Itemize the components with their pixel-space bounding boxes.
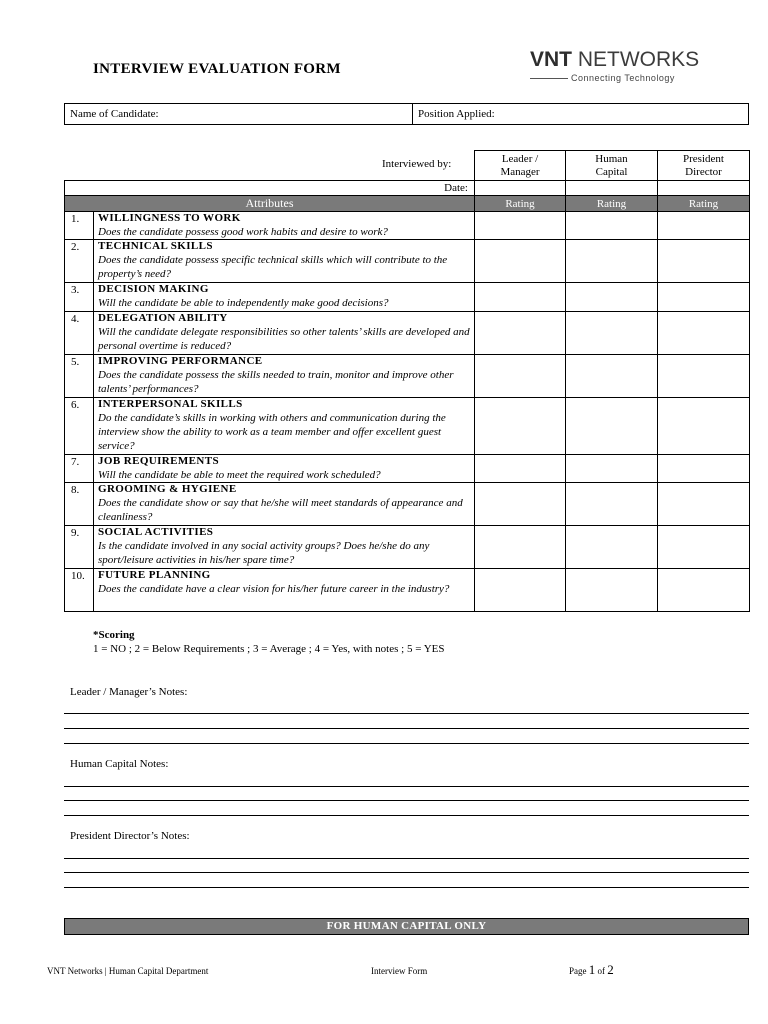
attribute-row (65, 455, 750, 483)
attribute-row (65, 355, 750, 398)
rating-cell-hc[interactable] (566, 240, 658, 283)
date-cell-president[interactable] (658, 181, 750, 196)
attribute-number: 5. (65, 355, 94, 398)
logo-wordmark: VNT NETWORKS (530, 48, 700, 71)
hc-notes-line[interactable] (64, 786, 749, 787)
president-notes-label: President Director’s Notes: (70, 830, 190, 842)
attribute-question: Does the candidate possess good work habits and desire to work? (98, 226, 388, 238)
interviewer-leader-manager: Leader / Manager (475, 151, 566, 181)
rating-cell-hc[interactable] (566, 312, 658, 355)
evaluation-table (64, 150, 750, 612)
footer-form-name: Interview Form (371, 966, 428, 976)
leader-notes-label: Leader / Manager’s Notes: (70, 686, 188, 698)
attribute-cell (94, 355, 475, 398)
attribute-row (65, 483, 750, 526)
leader-notes-line[interactable] (64, 743, 749, 744)
attribute-question: Does the candidate possess the skills needed to train, monitor and improve other talents’ performances? (98, 369, 454, 395)
attribute-row (65, 240, 750, 283)
interviewer-president-director: President Director (658, 151, 750, 181)
scoring-legend (93, 628, 445, 656)
rating-cell-hc[interactable] (566, 483, 658, 526)
scoring-scale: 1 = NO ; 2 = Below Requirements ; 3 = Average ; 4 = Yes, with notes ; 5 = YES (93, 643, 445, 655)
attribute-cell (94, 526, 475, 569)
human-capital-only-banner: FOR HUMAN CAPITAL ONLY (64, 918, 749, 935)
attribute-question: Will the candidate be able to meet the required work scheduled? (98, 469, 381, 481)
attribute-title: TECHNICAL SKILLS (98, 240, 213, 252)
rating-cell-president[interactable] (658, 212, 750, 240)
attribute-cell (94, 569, 475, 612)
hc-notes-line[interactable] (64, 800, 749, 801)
rating-cell-president[interactable] (658, 312, 750, 355)
interviewed-by-label: Interviewed by: (382, 158, 452, 170)
attribute-cell (94, 212, 475, 240)
attribute-number: 6. (65, 398, 94, 455)
attribute-title: JOB REQUIREMENTS (98, 455, 220, 467)
attribute-title: INTERPERSONAL SKILLS (98, 398, 243, 410)
rating-cell-leader[interactable] (475, 569, 566, 612)
attribute-title: WILLINGNESS TO WORK (98, 212, 241, 224)
attribute-number: 2. (65, 240, 94, 283)
logo-divider (530, 78, 568, 79)
candidate-info-table (64, 103, 749, 125)
leader-notes-line[interactable] (64, 728, 749, 729)
attribute-title: DECISION MAKING (98, 283, 209, 295)
attribute-number: 10. (65, 569, 94, 612)
rating-cell-president[interactable] (658, 240, 750, 283)
position-applied-field[interactable] (413, 104, 749, 125)
attribute-title: FUTURE PLANNING (98, 569, 211, 581)
attribute-row (65, 569, 750, 612)
date-cell-leader[interactable] (475, 181, 566, 196)
rating-cell-hc[interactable] (566, 569, 658, 612)
attribute-cell (94, 398, 475, 455)
attribute-question: Will the candidate delegate responsibilities so other talents’ skills are developed and personal overtime is reduced? (98, 326, 470, 352)
rating-cell-leader[interactable] (475, 240, 566, 283)
rating-cell-president[interactable] (658, 569, 750, 612)
rating-cell-hc[interactable] (566, 455, 658, 483)
logo-tagline: Connecting Technology (571, 73, 675, 83)
rating-cell-leader[interactable] (475, 283, 566, 312)
rating-header: Rating (475, 196, 566, 212)
attribute-question: Do the candidate’s skills in working with others and communication during the interview show the ability to work as a team member and offer excellent guest service? (98, 412, 446, 452)
attributes-header: Attributes (65, 196, 475, 212)
scoring-title: *Scoring (93, 629, 135, 641)
attribute-question: Does the candidate possess specific technical skills which will contribute to the property’s need? (98, 254, 448, 280)
rating-cell-hc[interactable] (566, 212, 658, 240)
attribute-question: Will the candidate be able to independently make good decisions? (98, 297, 389, 309)
company-logo (530, 48, 730, 83)
hc-notes-label: Human Capital Notes: (70, 758, 169, 770)
rating-cell-leader[interactable] (475, 455, 566, 483)
date-label: Date: (65, 181, 475, 196)
attribute-question: Does the candidate show or say that he/she will meet standards of appearance and cleanliness? (98, 497, 463, 523)
president-notes-line[interactable] (64, 872, 749, 873)
hc-notes-line[interactable] (64, 815, 749, 816)
president-notes-line[interactable] (64, 858, 749, 859)
date-cell-hc[interactable] (566, 181, 658, 196)
attribute-row (65, 526, 750, 569)
attribute-row (65, 212, 750, 240)
leader-notes-line[interactable] (64, 713, 749, 714)
rating-cell-leader[interactable] (475, 526, 566, 569)
rating-cell-hc[interactable] (566, 398, 658, 455)
attribute-title: GROOMING & HYGIENE (98, 483, 237, 495)
rating-cell-president[interactable] (658, 455, 750, 483)
president-notes-line[interactable] (64, 887, 749, 888)
rating-cell-president[interactable] (658, 398, 750, 455)
attribute-cell (94, 283, 475, 312)
attribute-title: SOCIAL ACTIVITIES (98, 526, 214, 538)
attribute-title: DELEGATION ABILITY (98, 312, 228, 324)
rating-cell-leader[interactable] (475, 212, 566, 240)
attribute-number: 4. (65, 312, 94, 355)
candidate-name-label: Name of Candidate: (70, 108, 159, 120)
rating-cell-leader[interactable] (475, 398, 566, 455)
rating-cell-leader[interactable] (475, 355, 566, 398)
position-applied-label: Position Applied: (418, 108, 495, 120)
candidate-name-field[interactable] (65, 104, 413, 125)
attribute-number: 1. (65, 212, 94, 240)
form-title: INTERVIEW EVALUATION FORM (93, 61, 341, 77)
interviewer-human-capital: Human Capital (566, 151, 658, 181)
rating-cell-hc[interactable] (566, 526, 658, 569)
attribute-number: 3. (65, 283, 94, 312)
attribute-cell (94, 312, 475, 355)
rating-cell-president[interactable] (658, 355, 750, 398)
attribute-cell (94, 483, 475, 526)
attribute-cell (94, 455, 475, 483)
rating-header: Rating (658, 196, 750, 212)
rating-cell-leader[interactable] (475, 483, 566, 526)
attribute-number: 8. (65, 483, 94, 526)
attribute-question: Is the candidate involved in any social activity groups? Does he/she do any sport/leisure activities in his/her spare time? (98, 540, 430, 566)
rating-cell-president[interactable] (658, 483, 750, 526)
attribute-row (65, 283, 750, 312)
rating-cell-hc[interactable] (566, 283, 658, 312)
rating-cell-president[interactable] (658, 283, 750, 312)
attribute-number: 7. (65, 455, 94, 483)
attribute-title: IMPROVING PERFORMANCE (98, 355, 263, 367)
rating-header: Rating (566, 196, 658, 212)
attribute-cell (94, 240, 475, 283)
footer-page-number: Page 1 of 2 (569, 962, 614, 977)
attribute-row (65, 312, 750, 355)
attribute-question: Does the candidate have a clear vision for his/her future career in the industry? (98, 583, 450, 595)
attribute-number: 9. (65, 526, 94, 569)
footer-department: VNT Networks | Human Capital Department (47, 966, 209, 976)
rating-cell-leader[interactable] (475, 312, 566, 355)
rating-cell-president[interactable] (658, 526, 750, 569)
rating-cell-hc[interactable] (566, 355, 658, 398)
attribute-row (65, 398, 750, 455)
